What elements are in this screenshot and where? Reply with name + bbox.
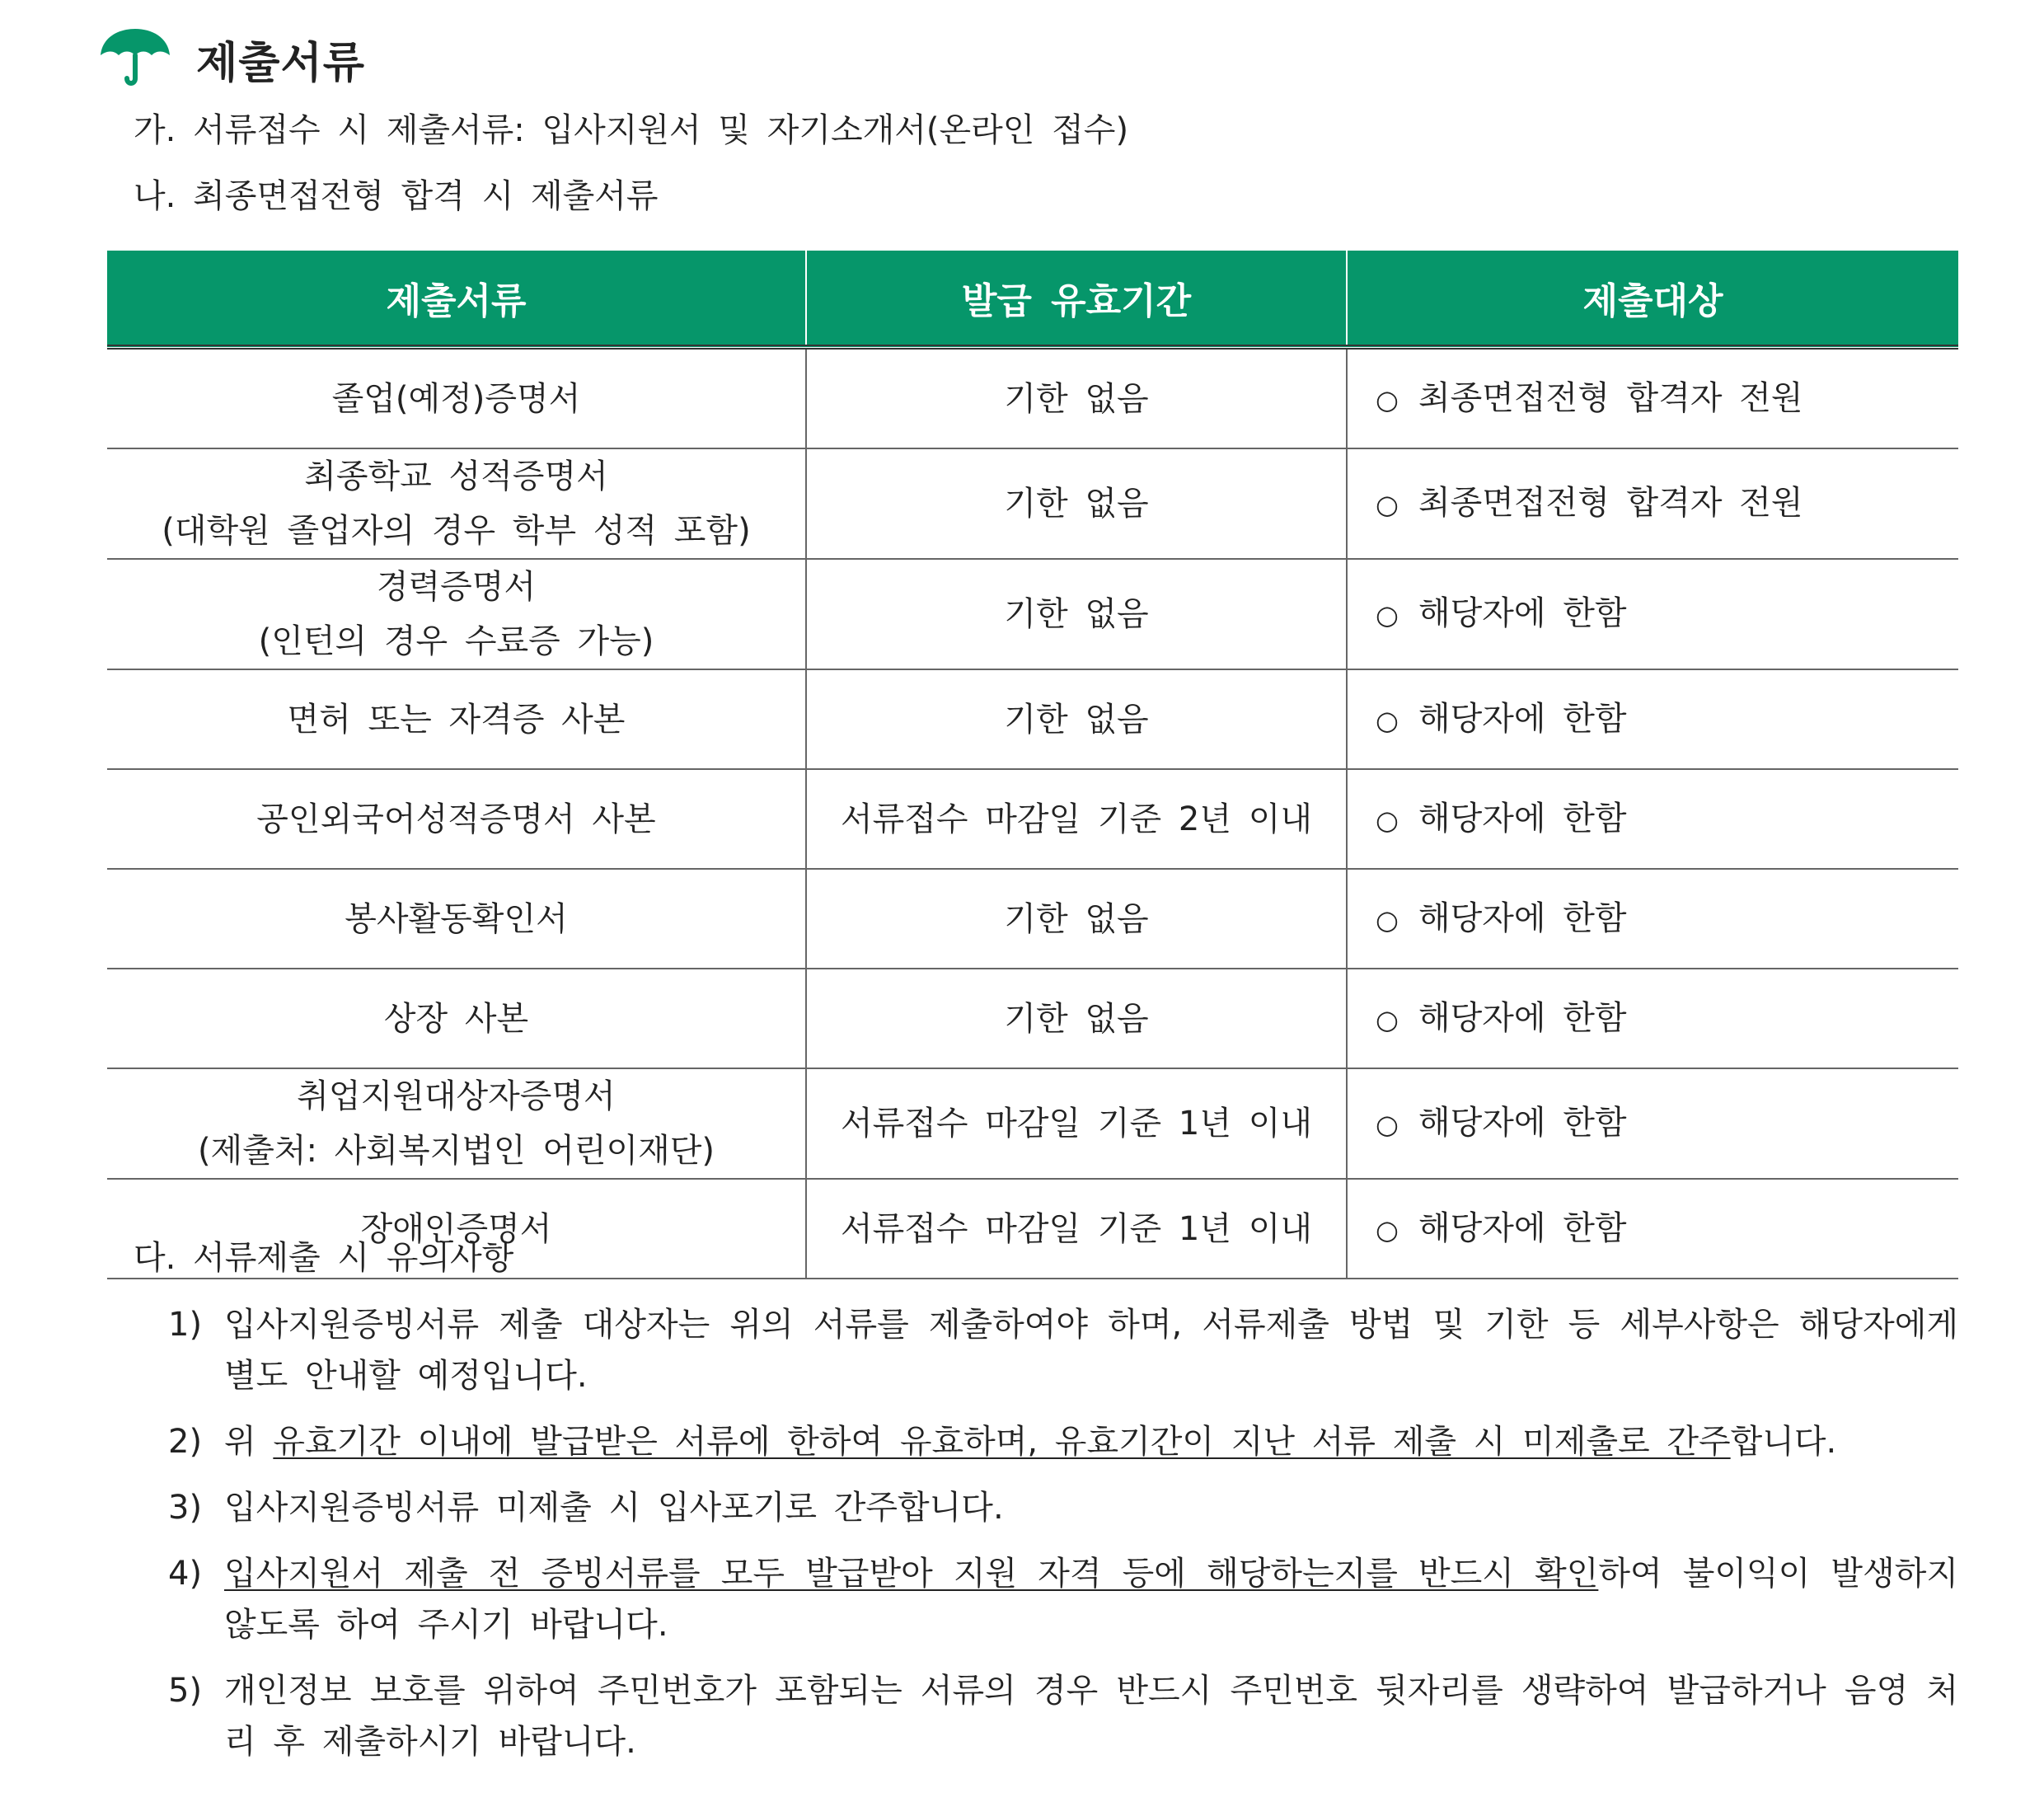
target-cell bbox=[1347, 669, 1958, 769]
note-text: 입사지원증빙서류 제출 대상자는 위의 서류를 제출하여야 하며, 서류제출 방법 및 기한 등 세부사항은 해당자에게 별도 안내할 예정입니다. bbox=[224, 1306, 1958, 1395]
circle-bullet-icon: ○ bbox=[1376, 804, 1399, 836]
note-emphasis-text: 유효기간 이내에 발급받은 서류에 한하여 유효하며, 유효기간이 지난 서류 제출 시 미제출로 간주 bbox=[273, 1423, 1731, 1461]
note-emphasis-text: 입사지원서 제출 전 증빙서류를 모두 발급받아 지원 자격 등에 해당하는지를 반드시 확인 bbox=[224, 1555, 1599, 1593]
document-cell bbox=[107, 559, 806, 669]
circle-bullet-icon: ○ bbox=[1376, 489, 1399, 520]
target-cell bbox=[1347, 347, 1958, 448]
note-text: 합니다. bbox=[1730, 1423, 1837, 1461]
document-cell bbox=[107, 448, 806, 559]
document-cell bbox=[107, 669, 806, 769]
circle-bullet-icon: ○ bbox=[1376, 599, 1399, 631]
table-row bbox=[107, 559, 1958, 669]
page-title: 제출서류 bbox=[196, 38, 365, 88]
note-item bbox=[134, 1299, 1958, 1401]
target-text: 해당자에 한함 bbox=[1418, 699, 1627, 738]
note-text: 하여 불이익이 발생하지 않도록 하여 주시기 바랍니다. bbox=[224, 1555, 1958, 1644]
target-cell bbox=[1347, 969, 1958, 1068]
table-row bbox=[107, 969, 1958, 1068]
target-cell bbox=[1347, 559, 1958, 669]
target-text: 해당자에 한함 bbox=[1418, 1208, 1627, 1247]
document-name-line: 최종학교 성적증명서 bbox=[304, 458, 608, 495]
note-number: 4) bbox=[168, 1555, 203, 1593]
header-documents: 제출서류 bbox=[107, 251, 806, 347]
umbrella-icon bbox=[97, 27, 173, 90]
target-text: 해당자에 한함 bbox=[1418, 899, 1627, 937]
note-number: 3) bbox=[168, 1489, 203, 1527]
circle-bullet-icon: ○ bbox=[1376, 1003, 1399, 1035]
target-text: 해당자에 한함 bbox=[1418, 998, 1627, 1037]
document-name-line: 봉사활동확인서 bbox=[345, 899, 568, 938]
validity-cell: 기한 없음 bbox=[806, 347, 1347, 448]
table-row bbox=[107, 1068, 1958, 1179]
document-cell bbox=[107, 769, 806, 869]
table-row bbox=[107, 769, 1958, 869]
validity-cell: 기한 없음 bbox=[806, 969, 1347, 1068]
document-cell bbox=[107, 1068, 806, 1179]
table-body bbox=[107, 347, 1958, 1279]
validity-cell: 서류접수 마감일 기준 1년 이내 bbox=[806, 1179, 1347, 1279]
document-name-line: (대학원 졸업자의 경우 학부 성적 포함) bbox=[162, 512, 751, 550]
required-documents-table bbox=[107, 251, 1958, 1279]
validity-cell: 서류접수 마감일 기준 2년 이내 bbox=[806, 769, 1347, 869]
validity-cell: 기한 없음 bbox=[806, 669, 1347, 769]
note-text: 위 bbox=[224, 1423, 274, 1461]
notes-list bbox=[134, 1299, 1958, 1767]
document-name-line: 면허 또는 자격증 사본 bbox=[287, 700, 626, 739]
circle-bullet-icon: ○ bbox=[1376, 1109, 1399, 1140]
document-cell bbox=[107, 869, 806, 969]
target-text: 해당자에 한함 bbox=[1418, 799, 1627, 838]
document-cell bbox=[107, 347, 806, 448]
circle-bullet-icon: ○ bbox=[1376, 903, 1399, 936]
note-number: 2) bbox=[168, 1423, 203, 1461]
note-text: 입사지원증빙서류 미제출 시 입사포기로 간주합니다. bbox=[224, 1489, 1004, 1527]
table-row bbox=[107, 669, 1958, 769]
target-text: 해당자에 한함 bbox=[1418, 1104, 1627, 1142]
target-text: 해당자에 한함 bbox=[1418, 594, 1627, 632]
document-name-line: 장애인증명서 bbox=[360, 1209, 552, 1248]
validity-cell: 서류접수 마감일 기준 1년 이내 bbox=[806, 1068, 1347, 1179]
validity-cell: 기한 없음 bbox=[806, 448, 1347, 559]
note-number: 5) bbox=[168, 1672, 203, 1710]
document-name-line: (제출처: 사회복지법인 어린이재단) bbox=[197, 1132, 715, 1170]
note-text: 개인정보 보호를 위하여 주민번호가 포함되는 서류의 경우 반드시 주민번호 뒷자리를 생략하여 발급하거나 음영 처리 후 제출하시기 바랍니다. bbox=[224, 1672, 1958, 1761]
notes-section bbox=[134, 1233, 1958, 1782]
document-name-line: 졸업(예정)증명서 bbox=[331, 379, 581, 418]
document-name-line: 상장 사본 bbox=[383, 999, 529, 1038]
note-item bbox=[134, 1665, 1958, 1767]
document-name-line: 경력증명서 bbox=[376, 568, 537, 606]
note-number: 1) bbox=[168, 1306, 203, 1344]
table-row bbox=[107, 869, 1958, 969]
submission-docs-line: 가. 서류접수 시 제출서류: 입사지원서 및 자기소개서(온라인 접수) bbox=[134, 111, 1129, 149]
note-item bbox=[134, 1482, 1958, 1533]
document-name-line: 취업지원대상자증명서 bbox=[297, 1077, 616, 1115]
target-cell bbox=[1347, 869, 1958, 969]
target-cell bbox=[1347, 448, 1958, 559]
notes-title: 다. 서류제출 시 유의사항 bbox=[134, 1239, 514, 1277]
circle-bullet-icon: ○ bbox=[1376, 704, 1399, 736]
validity-cell: 기한 없음 bbox=[806, 559, 1347, 669]
circle-bullet-icon: ○ bbox=[1376, 1213, 1399, 1246]
target-text: 최종면접전형 합격자 전원 bbox=[1418, 484, 1803, 522]
target-cell bbox=[1347, 769, 1958, 869]
document-cell bbox=[107, 969, 806, 1068]
final-interview-docs-line: 나. 최종면접전형 합격 시 제출서류 bbox=[134, 177, 659, 215]
note-item bbox=[134, 1548, 1958, 1650]
header-validity: 발급 유효기간 bbox=[806, 251, 1347, 347]
document-name-line: (인턴의 경우 수료증 가능) bbox=[258, 622, 654, 660]
header-target: 제출대상 bbox=[1347, 251, 1958, 347]
target-cell bbox=[1347, 1068, 1958, 1179]
validity-cell: 기한 없음 bbox=[806, 869, 1347, 969]
table-row bbox=[107, 347, 1958, 448]
circle-bullet-icon: ○ bbox=[1376, 383, 1399, 415]
table-header-row bbox=[107, 251, 1958, 347]
target-text: 최종면접전형 합격자 전원 bbox=[1418, 378, 1803, 417]
table-row bbox=[107, 448, 1958, 559]
note-item bbox=[134, 1416, 1958, 1467]
document-name-line: 공인외국어성적증명서 사본 bbox=[256, 800, 656, 838]
section-header bbox=[97, 21, 365, 96]
